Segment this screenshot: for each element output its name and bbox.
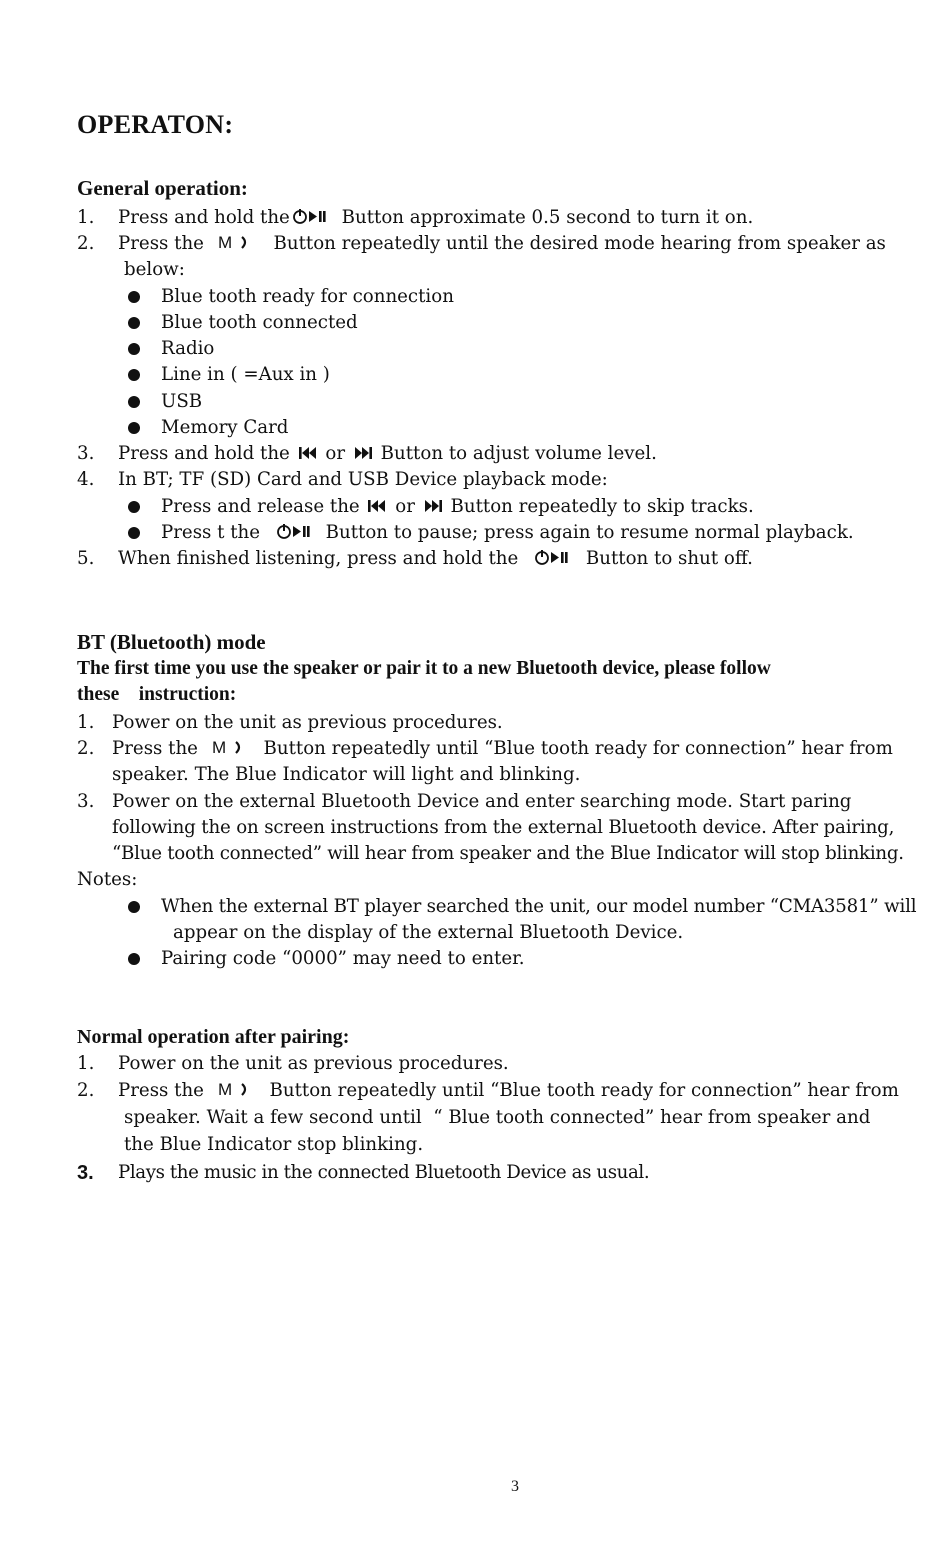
general-sub-1 <box>161 494 754 520</box>
bt-step-3-cont: following the on screen instructions from the external Bluetooth device. After pairing, <box>112 817 895 838</box>
bullet-icon <box>128 369 140 381</box>
bullet-icon <box>128 422 140 434</box>
mode-item: Blue tooth connected <box>161 312 358 333</box>
general-step-3 <box>118 441 657 467</box>
mode-item: USB <box>161 391 203 412</box>
bullet-icon <box>128 901 140 913</box>
power-play-pause-icon <box>276 522 312 540</box>
bullet-icon <box>128 501 140 513</box>
general-step-4: In BT; TF (SD) Card and USB Device playback mode: <box>118 469 608 490</box>
step-number: 1. <box>77 712 95 733</box>
step-text: Press the <box>118 1080 204 1101</box>
step-text: Press the <box>112 738 198 759</box>
bullet-icon <box>128 953 140 965</box>
bt-step-2-cont: speaker. The Blue Indicator will light and blinking. <box>112 764 581 785</box>
skip-next-icon <box>353 445 373 461</box>
step-text: Button to shut off. <box>585 548 753 569</box>
bullet-icon <box>128 317 140 329</box>
power-play-pause-icon <box>534 548 570 566</box>
step-text: Press and release the <box>161 496 360 517</box>
mode-item: Memory Card <box>161 417 289 438</box>
normal-operation-heading: Normal operation after pairing: <box>77 1026 350 1048</box>
general-step-1 <box>118 205 753 231</box>
general-step-2-cont: below: <box>124 259 185 280</box>
step-number: 3. <box>77 1162 94 1184</box>
bt-step-3-cont: “Blue tooth connected” will hear from speaker and the Blue Indicator will stop blinking. <box>112 843 904 864</box>
step-number: 3. <box>77 791 95 812</box>
note-1-cont: appear on the display of the external Bluetooth Device. <box>173 922 684 943</box>
page-number: 3 <box>511 1478 519 1495</box>
step-number: 4. <box>77 469 95 490</box>
bullet-icon <box>128 527 140 539</box>
step-text: Button repeatedly until “Blue tooth ready for connection” hear from <box>263 738 893 759</box>
normal-step-1: Power on the unit as previous procedures. <box>118 1053 509 1074</box>
step-text: Button approximate 0.5 second to turn it on. <box>341 207 754 228</box>
note-1: When the external BT player searched the unit, our model number “CMA3581” will <box>161 896 917 917</box>
step-text: Press and hold the <box>118 443 290 464</box>
notes-label: Notes: <box>77 869 138 890</box>
mode-icon <box>218 233 254 251</box>
step-text: Button to pause; press again to resume normal playback. <box>325 522 854 543</box>
step-text: Press the <box>118 233 204 254</box>
note-2: Pairing code “0000” may need to enter. <box>161 948 525 969</box>
step-text: Button repeatedly to skip tracks. <box>450 496 754 517</box>
mode-item: Radio <box>161 338 215 359</box>
skip-next-icon <box>423 498 443 514</box>
step-number: 2. <box>77 1080 95 1101</box>
bt-intro-line-1: The first time you use the speaker or pair it to a new Bluetooth device, please follow <box>77 658 771 679</box>
mode-icon <box>218 1080 254 1098</box>
page-title: OPERATON: <box>77 110 234 139</box>
svg-text:M: M <box>217 233 232 251</box>
step-text: Button repeatedly until “Blue tooth ready for connection” hear from <box>269 1080 899 1101</box>
skip-previous-icon <box>367 498 387 514</box>
step-text: Press and hold the <box>118 207 290 228</box>
step-number: 2. <box>77 738 95 759</box>
svg-text:M: M <box>211 738 226 756</box>
bt-step-2 <box>112 736 893 762</box>
bt-step-1: Power on the unit as previous procedures. <box>112 712 503 733</box>
general-step-5 <box>118 546 753 572</box>
normal-step-3: Plays the music in the connected Bluetooth Device as usual. <box>118 1162 650 1183</box>
bullet-icon <box>128 396 140 408</box>
step-number: 2. <box>77 233 95 254</box>
step-number: 3. <box>77 443 95 464</box>
step-number: 5. <box>77 548 95 569</box>
normal-step-2 <box>118 1078 899 1104</box>
bullet-icon <box>128 291 140 303</box>
normal-step-2-cont: the Blue Indicator stop blinking. <box>124 1134 424 1155</box>
step-number: 1. <box>77 207 95 228</box>
step-text: Button repeatedly until the desired mode hearing from speaker as <box>273 233 886 254</box>
power-play-pause-icon <box>292 207 328 225</box>
general-step-2 <box>118 231 886 257</box>
bt-step-3: Power on the external Bluetooth Device and enter searching mode. Start paring <box>112 791 852 812</box>
svg-text:M: M <box>217 1080 232 1098</box>
bt-mode-heading: BT (Bluetooth) mode <box>77 630 266 654</box>
mode-item: Line in ( =Aux in ) <box>161 364 330 385</box>
general-sub-2 <box>161 520 854 546</box>
step-text: Press t the <box>161 522 261 543</box>
or-text: or <box>395 496 415 517</box>
bullet-icon <box>128 343 140 355</box>
step-number: 1. <box>77 1053 95 1074</box>
normal-step-2-cont: speaker. Wait a few second until “ Blue tooth connected” hear from speaker and <box>124 1107 871 1128</box>
skip-previous-icon <box>298 445 318 461</box>
mode-icon <box>212 738 248 756</box>
mode-item: Blue tooth ready for connection <box>161 286 454 307</box>
general-operation-heading: General operation: <box>77 176 248 200</box>
step-text: Button to adjust volume level. <box>380 443 657 464</box>
or-text: or <box>325 443 346 464</box>
bt-intro-line-2: these instruction: <box>77 684 237 705</box>
step-text: When finished listening, press and hold the <box>118 548 519 569</box>
